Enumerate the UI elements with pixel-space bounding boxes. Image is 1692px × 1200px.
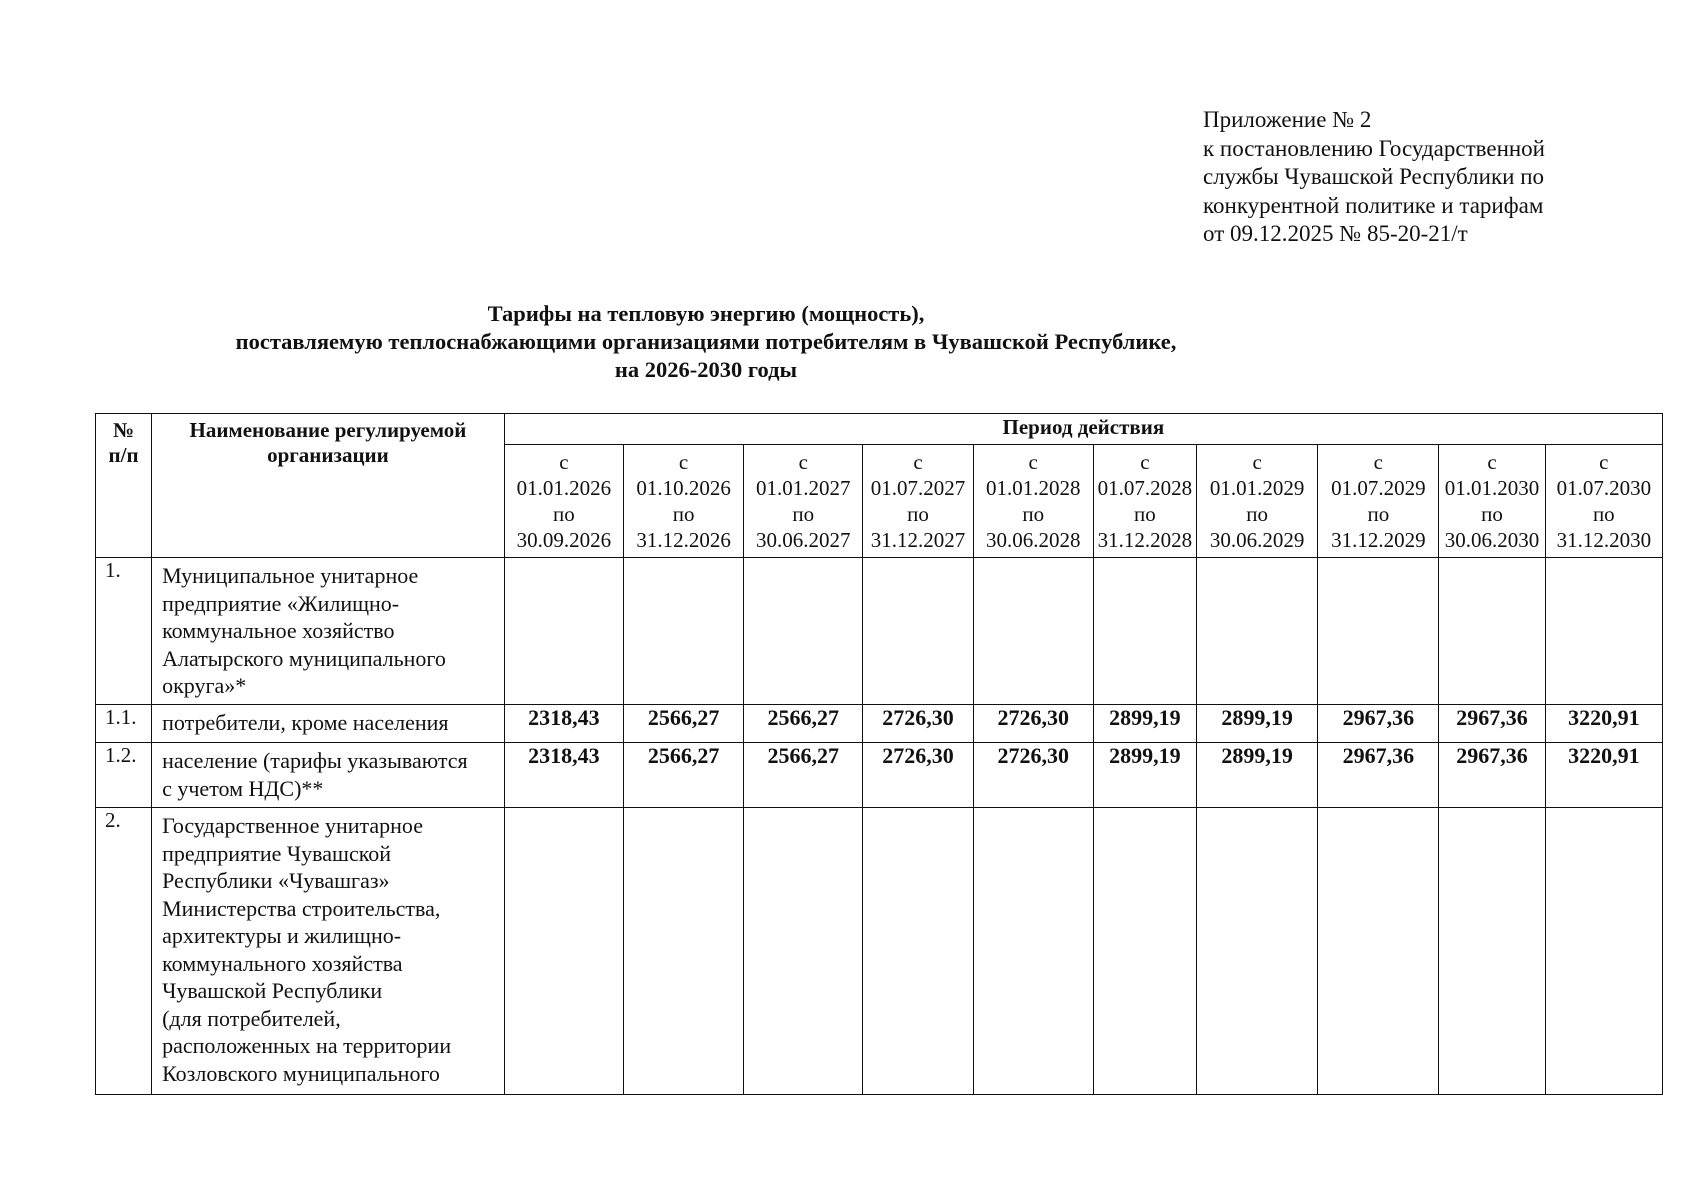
- tariff-value: 2318,43: [504, 743, 623, 808]
- document-title: [0, 300, 1412, 384]
- appendix-line: к постановлению Государственной: [1203, 135, 1545, 161]
- tariff-value: 2899,19: [1197, 705, 1318, 743]
- tariff-value: [1197, 558, 1318, 705]
- row-number: 2.: [96, 808, 152, 1095]
- period-from: 01.01.2028: [985, 476, 1081, 500]
- tariff-value: 2967,36: [1318, 705, 1439, 743]
- organization-name-line: Министерства строительства,: [162, 895, 441, 921]
- period-to: 31.12.2027: [870, 528, 966, 552]
- title-line: на 2026-2030 годы: [614, 357, 798, 382]
- period-from: 01.01.2026: [516, 476, 612, 500]
- table-row: [96, 705, 1663, 743]
- table-row: [96, 743, 1663, 808]
- tariff-value: 2967,36: [1439, 743, 1545, 808]
- period-po: по: [792, 502, 815, 526]
- tariff-value: [504, 808, 623, 1095]
- organization-name-line: расположенных на территории: [162, 1033, 452, 1058]
- period-po: по: [1592, 502, 1615, 526]
- organization-name-line: округа»*: [162, 673, 247, 698]
- title-line: Тарифы на тепловую энергию (мощность),: [487, 301, 925, 326]
- period-po: по: [1022, 502, 1045, 526]
- period-po: по: [552, 502, 575, 526]
- period-c: с: [678, 450, 689, 474]
- col-number-header: [96, 414, 152, 558]
- period-from: 01.07.2030: [1556, 476, 1652, 500]
- tariff-value: 3220,91: [1545, 743, 1662, 808]
- period-c: с: [1140, 450, 1150, 474]
- period-from: 01.01.2029: [1209, 476, 1305, 500]
- col-number-header-line: №: [112, 418, 135, 442]
- row-number: 1.1.: [96, 705, 152, 743]
- tariff-value: 2566,27: [744, 705, 863, 743]
- period-from: 01.07.2028: [1097, 476, 1193, 500]
- period-cell: [1093, 445, 1196, 558]
- tariff-table: [95, 413, 1663, 1095]
- col-number-header-line: п/п: [108, 443, 139, 467]
- tariff-value: [1093, 808, 1196, 1095]
- period-to: 30.06.2028: [985, 528, 1081, 552]
- period-po: по: [1481, 502, 1503, 526]
- organization-name-line: Алатырского муниципального: [162, 645, 446, 671]
- period-from: 01.10.2026: [636, 476, 731, 500]
- period-cell: [504, 445, 623, 558]
- organization-name-line: архитектуры и жилищно-: [162, 923, 402, 948]
- tariff-value: [863, 558, 973, 705]
- period-to: 30.09.2026: [516, 528, 612, 552]
- tariff-value: [973, 808, 1093, 1095]
- tariff-value: [744, 808, 863, 1095]
- period-to: 31.12.2026: [636, 528, 731, 552]
- organization-name-line: (для потребителей,: [162, 1005, 341, 1031]
- period-to: 30.06.2030: [1444, 528, 1540, 552]
- tariff-value: 2899,19: [1093, 705, 1196, 743]
- tariff-value: [1439, 558, 1545, 705]
- col-name-header: [152, 414, 505, 558]
- table-row: [96, 808, 1663, 1095]
- period-to: 30.06.2029: [1209, 528, 1305, 552]
- period-po: по: [907, 502, 929, 526]
- period-cell: [1439, 445, 1545, 558]
- appendix-line: от 09.12.2025 № 85-20-21/т: [1203, 221, 1468, 246]
- organization-name-line: Чувашской Республики: [162, 978, 383, 1003]
- tariff-value: 2726,30: [863, 705, 973, 743]
- tariff-value: 2899,19: [1093, 743, 1196, 808]
- appendix-line: службы Чувашской Республики по: [1203, 164, 1545, 189]
- period-c: с: [1028, 450, 1038, 474]
- tariff-value: [863, 808, 973, 1095]
- tariff-value: 2726,30: [973, 705, 1093, 743]
- period-c: с: [913, 450, 923, 474]
- row-number: 1.: [96, 558, 152, 705]
- organization-name: [152, 808, 505, 1095]
- period-po: по: [1134, 502, 1156, 526]
- row-number: 1.2.: [96, 743, 152, 808]
- period-header: Период действия: [504, 414, 1662, 445]
- period-c: с: [1373, 450, 1383, 474]
- tariff-value: 2967,36: [1318, 743, 1439, 808]
- organization-name-line: Муниципальное унитарное: [162, 563, 419, 588]
- tariff-value: [623, 558, 743, 705]
- period-from: 01.01.2030: [1444, 476, 1540, 500]
- organization-name-line: предприятие Чувашской: [162, 840, 392, 866]
- tariff-value: [1318, 558, 1439, 705]
- tariff-value: [973, 558, 1093, 705]
- period-c: с: [1487, 450, 1497, 474]
- period-to: 31.12.2028: [1097, 528, 1193, 552]
- tariff-value: 2566,27: [623, 705, 743, 743]
- period-cell: [973, 445, 1093, 558]
- tariff-value: [1439, 808, 1545, 1095]
- period-cell: [863, 445, 973, 558]
- period-from: 01.07.2029: [1331, 476, 1426, 500]
- tariff-value: [1093, 558, 1196, 705]
- organization-name-line: предприятие «Жилищно-: [162, 590, 400, 616]
- organization-name-line: население (тарифы указываются: [162, 748, 468, 773]
- organization-name-line: коммунальное хозяйство: [162, 618, 395, 643]
- tariff-value: [1197, 808, 1318, 1095]
- tariff-value: 2566,27: [744, 743, 863, 808]
- tariff-value: [1545, 808, 1662, 1095]
- tariff-value: [504, 558, 623, 705]
- period-c: с: [1599, 450, 1609, 474]
- organization-name: [152, 558, 505, 705]
- tariff-value: 2726,30: [973, 743, 1093, 808]
- title-line: поставляемую теплоснабжающими организациями потребителям в Чувашской Республике,: [235, 329, 1177, 354]
- tariff-value: [1318, 808, 1439, 1095]
- period-cell: [744, 445, 863, 558]
- organization-name: [152, 743, 505, 808]
- organization-name-line: коммунального хозяйства: [162, 950, 403, 976]
- tariff-value: 2726,30: [863, 743, 973, 808]
- period-cell: [1318, 445, 1439, 558]
- organization-name-line: с учетом НДС)**: [162, 775, 324, 801]
- period-c: с: [798, 450, 808, 474]
- period-cell: [1197, 445, 1318, 558]
- appendix-block: [1203, 106, 1545, 249]
- tariff-value: [623, 808, 743, 1095]
- organization-name-line: Козловского муниципального: [162, 1060, 440, 1086]
- period-po: по: [1246, 502, 1268, 526]
- tariff-value: 2566,27: [623, 743, 743, 808]
- period-cell: [1545, 445, 1662, 558]
- tariff-value: 2967,36: [1439, 705, 1545, 743]
- organization-name: [152, 705, 505, 743]
- organization-name-line: Республики «Чувашгаз»: [162, 868, 390, 893]
- tariff-value: 2318,43: [504, 705, 623, 743]
- appendix-line: Приложение № 2: [1203, 107, 1372, 132]
- tariff-value: 3220,91: [1545, 705, 1662, 743]
- period-po: по: [672, 502, 695, 526]
- organization-name-line: потребители, кроме населения: [162, 710, 449, 735]
- organization-name-line: Государственное унитарное: [162, 813, 423, 838]
- period-to: 31.12.2029: [1331, 528, 1426, 552]
- period-cell: [623, 445, 743, 558]
- period-from: 01.07.2027: [870, 476, 966, 500]
- period-po: по: [1367, 502, 1390, 526]
- tariff-value: [1545, 558, 1662, 705]
- period-c: с: [559, 450, 569, 474]
- period-to: 31.12.2030: [1556, 528, 1652, 552]
- table-row: [96, 558, 1663, 705]
- appendix-line: конкурентной политике и тарифам: [1203, 192, 1544, 218]
- period-from: 01.01.2027: [756, 476, 851, 500]
- period-to: 30.06.2027: [756, 528, 851, 552]
- col-name-header-text: Наименование регулируемой организации: [189, 418, 467, 467]
- tariff-value: 2899,19: [1197, 743, 1318, 808]
- tariff-value: [744, 558, 863, 705]
- period-c: с: [1252, 450, 1262, 474]
